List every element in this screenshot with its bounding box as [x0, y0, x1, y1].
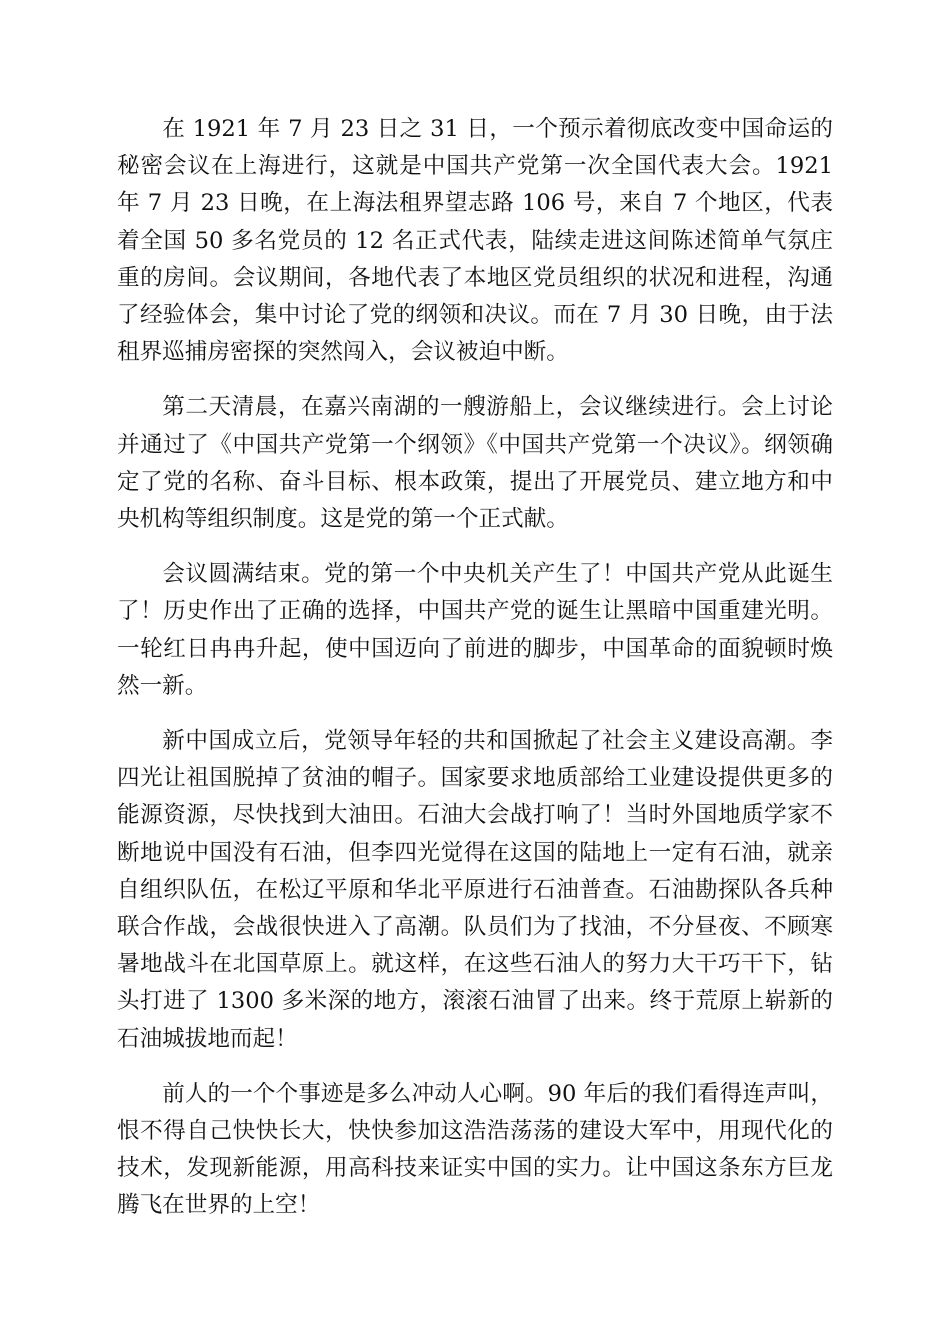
document-body: [117, 111, 833, 1243]
paragraph-5: 前人的一个个事迹是多么冲动人心啊。90 年后的我们看得连声叫，恨不得自己快快长大，快快参加这浩浩荡荡的建设大军中，用现代化的技术，发现新能源，用高科技来证实中国的实力。让中国这条东方巨龙腾飞在世界的上空！: [117, 1080, 833, 1219]
paragraph-2: 第二天清晨，在嘉兴南湖的一艘游船上，会议继续进行。会上讨论并通过了《中国共产党第一个纲领》《中国共产党第一个决议》。纲领确定了党的名称、奋斗目标、根本政策，提出了开展党员、建立地方和中央机构等组织制度。这是党的第一个正式献。: [117, 394, 833, 533]
paragraph-4: 新中国成立后，党领导年轻的共和国掀起了社会主义建设高潮。李四光让祖国脱掉了贫油的帽子。国家要求地质部给工业建设提供更多的能源资源，尽快找到大油田。石油大会战打响了！当时外国地质学家不断地说中国没有石油，但李四光觉得在这国的陆地上一定有石油，就亲自组织队伍，在松辽平原和华北平原进行石油普查。石油勘探队各兵种联合作战，会战很快进入了高潮。队员们为了找油，不分昼夜、不顾寒暑地战斗在北国草原上。就这样，在这些石油人的努力大干巧干下，钻头打进了 1300 多米深的地方，滚滚石油冒了出来。终于荒原上崭新的石油城拔地而起！: [117, 728, 833, 1052]
paragraph-3: 会议圆满结束。党的第一个中央机关产生了！中国共产党从此诞生了！历史作出了正确的选择，中国共产党的诞生让黑暗中国重建光明。一轮红日冉冉升起，使中国迈向了前进的脚步，中国革命的面貌顿时焕然一新。: [117, 561, 833, 699]
paragraph-1: 在 1921 年 7 月 23 日之 31 日，一个预示着彻底改变中国命运的秘密会议在上海进行，这就是中国共产党第一次全国代表大会。1921 年 7 月 23 日晚，在上海法租界望志路 106 号，来自 7 个地区，代表着全国 50 多名党员的 12 名正式代表，陆续走进这间陈述简单气氛庄重的房间。会议期间，各地代表了本地区党员组织的状况和进程，沟通了经验体会，集中讨论了党的纲领和决议。而在 7 月 30 日晚，由于法租界巡捕房密探的突然闯入，会议被迫中断。: [117, 116, 833, 366]
